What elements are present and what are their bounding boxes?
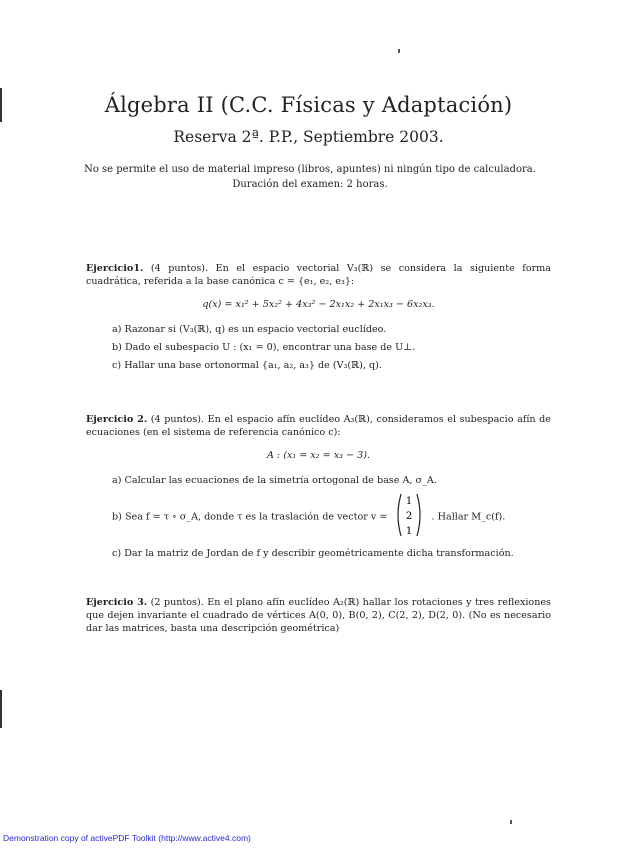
column-vector-matrix	[394, 492, 424, 538]
item-text: Calcular las ecuaciones de la simetría ortogonal de base A, σ_A.	[124, 475, 437, 486]
item-label: c)	[112, 548, 122, 559]
item-label: b)	[112, 342, 122, 353]
exercise-heading: Ejercicio1.	[86, 263, 144, 274]
exercise-2	[86, 413, 551, 565]
exercise-formula: q(x) = x₁² + 5x₂² + 4x₃² − 2x₁x₂ + 2x₁x₃ − 6x₂x₃.	[202, 299, 435, 310]
scan-speck	[398, 49, 400, 53]
item-text: Dado el subespacio U : (x₁ = 0), encontrar una base de U⊥.	[124, 342, 416, 353]
exercise-statement: En el espacio vectorial V₃(ℝ) se considera la siguiente forma cuadrática, referida a la base canónica c = {e₁, e₂, e₃}:	[86, 263, 551, 287]
exam-rules	[40, 162, 580, 192]
watermark-footer[interactable]: Demonstration copy of activePDF Toolkit (http://www.active4.com)	[3, 833, 251, 843]
vector-component: 1	[406, 496, 413, 507]
exercise-1	[86, 262, 551, 377]
exercise-item	[86, 359, 551, 372]
page-title: Álgebra II (C.C. Físicas y Adaptación)	[104, 93, 513, 117]
exercise-intro	[86, 596, 551, 635]
exercise-points: (4 puntos).	[150, 414, 205, 425]
exercise-item	[86, 474, 551, 487]
exercise-item	[86, 492, 551, 542]
scan-speck	[510, 820, 512, 824]
exercise-intro	[86, 413, 551, 439]
page-subtitle: Reserva 2ª. P.P., Septiembre 2003.	[173, 128, 444, 146]
exercise-item	[86, 547, 551, 560]
item-label: b)	[112, 511, 122, 523]
item-label: c)	[112, 360, 122, 371]
exercise-points: (2 puntos).	[150, 597, 204, 608]
rule-line: Duración del examen: 2 horas.	[232, 179, 388, 190]
exercise-intro	[86, 262, 551, 288]
scan-edge-mark-bottom	[0, 690, 2, 728]
exercise-item	[86, 323, 551, 336]
exercise-heading: Ejercicio 2.	[86, 414, 148, 425]
item-text: . Hallar M_c(f).	[431, 511, 506, 523]
item-text: Hallar una base ortonormal {a₁, a₂, a₃} de (V₃(ℝ), q).	[124, 360, 382, 371]
exercise-3	[86, 596, 551, 635]
translation-vector	[394, 492, 424, 542]
vector-component: 2	[406, 511, 413, 522]
item-text: Sea f = τ ∘ σ_A, donde τ es la traslación de vector v =	[124, 511, 388, 523]
item-label: a)	[112, 324, 122, 335]
vector-component: 1	[406, 526, 413, 537]
rule-line: No se permite el uso de material impreso (libros, apuntes) ni ningún tipo de calculadora.	[84, 164, 536, 175]
item-text: Dar la matriz de Jordan de f y describir geométricamente dicha transformación.	[124, 548, 514, 559]
exercise-heading: Ejercicio 3.	[86, 597, 148, 608]
exercise-points: (4 puntos).	[150, 263, 209, 274]
item-text: Razonar si (V₃(ℝ), q) es un espacio vectorial euclídeo.	[124, 324, 387, 335]
exercise-statement: En el plano afín euclídeo A₂(ℝ) hallar los rotaciones y tres reflexiones que dejen invariante el cuadrado de vértices A(0, 0), B(0, 2), C(2, 2), D(2, 0). (No es necesario dar las matrices, basta una descripción geométrica)	[86, 597, 551, 634]
exercise-item	[86, 341, 551, 354]
item-label: a)	[112, 475, 122, 486]
exercise-statement: En el espacio afín euclídeo A₃(ℝ), consideramos el subespacio afín de ecuaciones (en el sistema de referencia canónico c):	[86, 414, 551, 438]
exercise-formula: A : (x₁ = x₂ = x₃ − 3).	[266, 450, 371, 461]
